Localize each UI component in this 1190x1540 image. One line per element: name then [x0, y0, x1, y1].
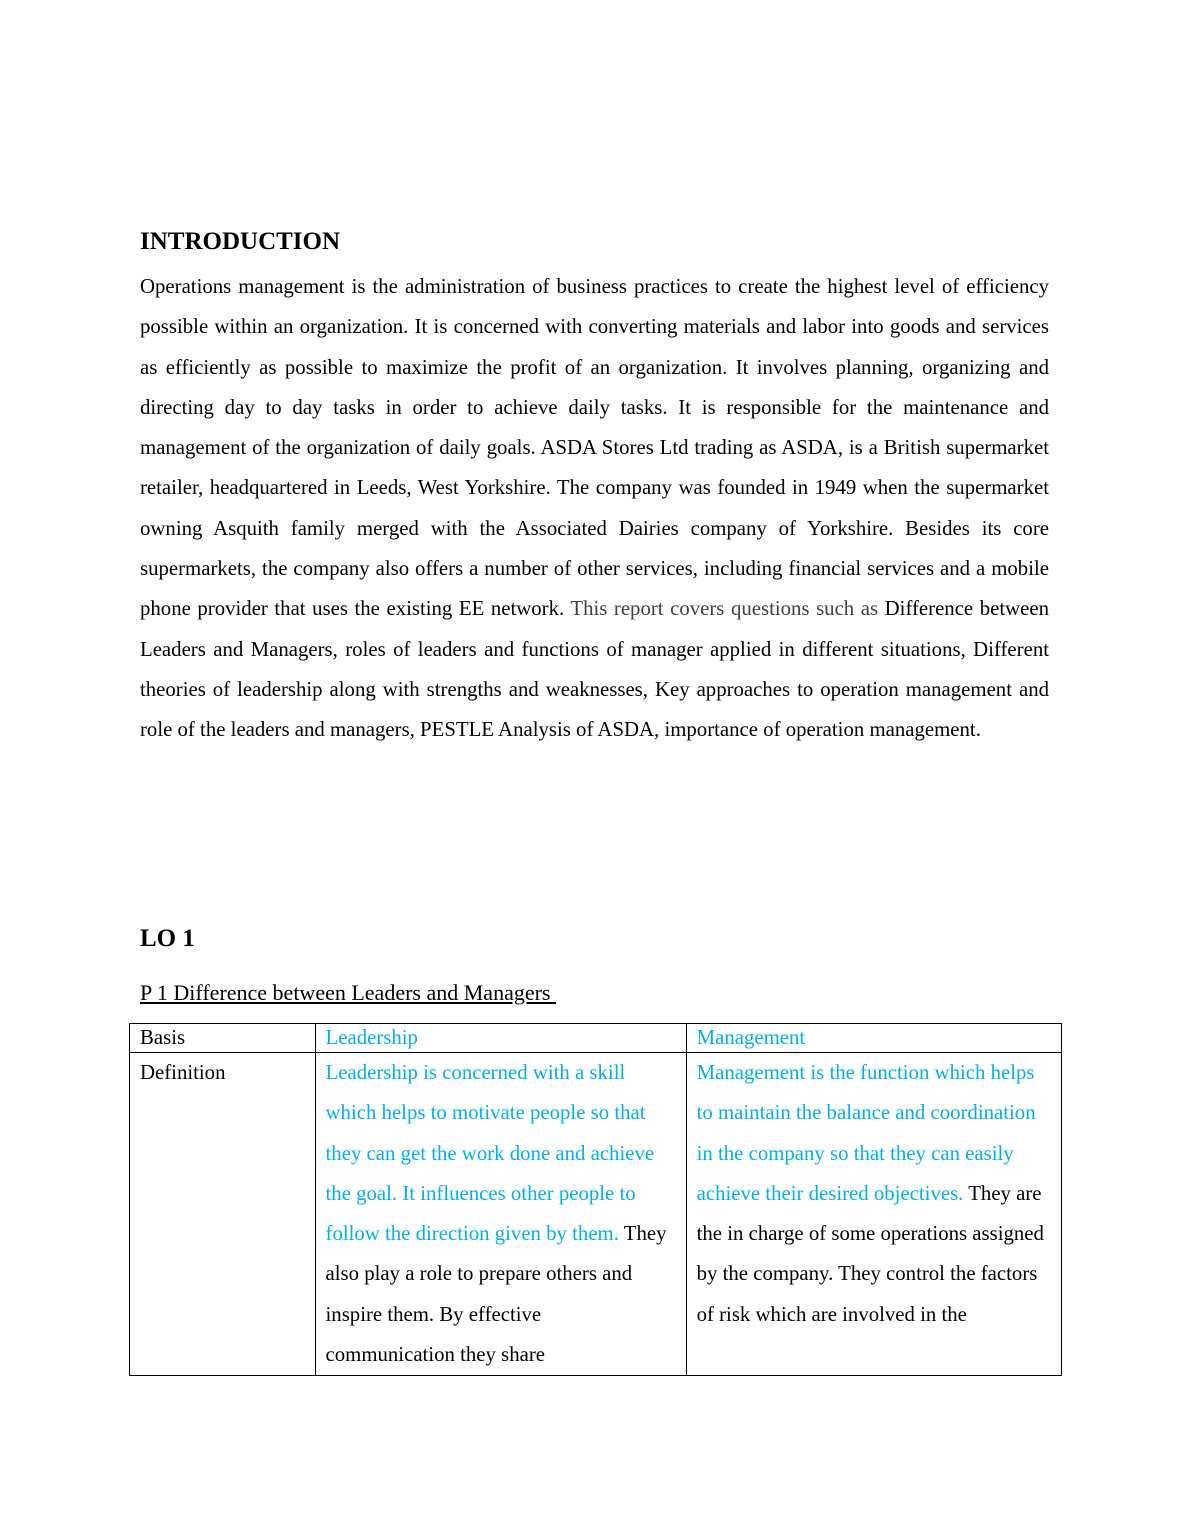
table-header-row — [130, 1024, 1062, 1053]
leaders-vs-managers-table — [129, 1023, 1062, 1376]
leadership-text: They also play a role to prepare others and inspire them. By effective communication they share — [325, 1222, 667, 1367]
introduction-paragraph — [140, 267, 1049, 751]
management-text-cyan: Management is the function which helps to maintain the balance and coordination in the company so that they can easily achieve their desired objectives. — [696, 1061, 1036, 1205]
introduction-heading: INTRODUCTION — [140, 228, 341, 255]
cell-basis-definition: Definition — [130, 1053, 316, 1376]
intro-text-end: Difference between Leaders and Managers, roles of leaders and functions of manager applied in different situations, Different theories of leadership along with strengths and weaknesses, Key approaches to operation management and role of the leaders and managers, PESTLE Analysis of ASDA, importance of operation management. — [140, 597, 1050, 742]
p1-subheading: P 1 Difference between Leaders and Managers — [140, 980, 556, 1005]
management-text: They are the in charge of some operations assigned by the company. They control the factors of risk which are involved in the — [696, 1181, 1044, 1326]
cell-management-definition — [686, 1053, 1061, 1376]
lo1-heading: LO 1 — [140, 925, 195, 952]
intro-text-grey: This report covers questions such as — [570, 597, 885, 621]
intro-text: Operations management is the administration of business practices to create the highest level of efficiency possible within an organization. It is concerned with converting materials and labor into goods and services as efficiently as possible to maximize the profit of an organization. It involves planning, organizing and directing day to day tasks in order to achieve daily tasks. It is responsible for the maintenance and management of the organization of daily goals. ASDA Stores Ltd trading as ASDA, is a British supermarket retailer, headquartered in Leeds, West Yorkshire. The company was founded in 1949 when the supermarket owning Asquith family merged with the Associated Dairies company of Yorkshire. Besides its core supermarkets, the company also offers a number of other services, including financial services and a mobile phone provider that uses the existing EE network. — [140, 275, 1049, 621]
leadership-text-cyan: Leadership is concerned with a skill which helps to motivate people so that they can get the work done and achieve the goal. It influences other people to follow the direction given by them. — [325, 1061, 655, 1246]
header-management: Management — [686, 1024, 1061, 1053]
header-leadership: Leadership — [315, 1024, 686, 1053]
table-row — [130, 1053, 1062, 1376]
cell-leadership-definition — [315, 1053, 686, 1376]
header-basis: Basis — [130, 1024, 316, 1053]
